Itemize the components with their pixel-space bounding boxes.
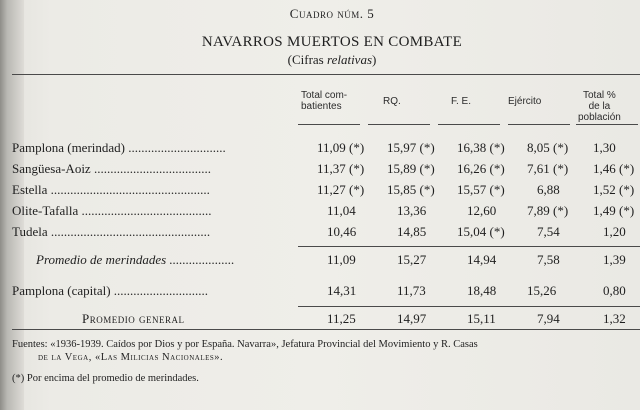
row-label: Olite-Tafalla ........................................: [12, 203, 212, 218]
table-row: [12, 181, 640, 199]
table-number: Cuadro núm. 5: [289, 6, 375, 21]
cell: 7,61 (*): [527, 161, 569, 176]
cell: 11,73: [397, 283, 426, 298]
col-underline: [576, 124, 638, 125]
cell: 15,85 (*): [387, 182, 435, 197]
cell: 7,58: [537, 252, 560, 267]
cell: 7,54: [537, 224, 560, 239]
col-header-line: población: [578, 112, 621, 123]
cell: 15,57 (*): [457, 182, 505, 197]
cell: 14,85: [397, 224, 427, 239]
cell: 11,37 (*): [317, 161, 365, 176]
row-label: Tudela .................................................: [12, 224, 211, 239]
row-label: Estella .................................................: [12, 182, 210, 197]
col-underline: [508, 124, 570, 125]
cell: 1,20: [603, 224, 626, 239]
col-header-total-combatientes: [301, 90, 347, 112]
row-label: Sangüesa-Aoiz ....................................: [12, 161, 211, 176]
table-row-capital: [12, 282, 640, 300]
cell: 15,04 (*): [457, 224, 505, 239]
cell: 18,48: [467, 283, 497, 298]
cell: 15,27: [397, 252, 427, 267]
table-row: [12, 223, 640, 241]
cell: 11,04: [327, 203, 356, 218]
cell: 11,27 (*): [317, 182, 365, 197]
cell: 1,32: [603, 311, 626, 326]
footnote-asterisk: (*) Por encima del promedio de merindades.: [12, 373, 199, 384]
cell: 15,26: [527, 283, 557, 298]
cell: 7,94: [537, 311, 560, 326]
col-header-total-poblacion: [578, 90, 621, 123]
col-header-line: Total %: [583, 90, 616, 101]
table-row-promedio-merindades: [12, 251, 640, 269]
cell: 1,52 (*): [593, 182, 635, 197]
table-row: [12, 160, 640, 178]
row-label: Pamplona (capital) .............................: [12, 283, 209, 298]
table-row: [12, 202, 640, 220]
cell: 7,89 (*): [527, 203, 569, 218]
cell: 11,09 (*): [317, 140, 365, 155]
rows-separator: [298, 306, 640, 307]
cell: 0,80: [603, 283, 626, 298]
cell: 14,31: [327, 283, 357, 298]
footnote-line: Fuentes: «1936-1939. Caídos por Dios y por España. Navarra», Jefatura Provincial del Movimiento y R. Casas: [12, 339, 478, 350]
cell: 1,46 (*): [593, 161, 635, 176]
rows-separator: [298, 246, 640, 247]
cell: 12,60: [467, 203, 497, 218]
col-header-line: de la: [588, 101, 611, 112]
cell: 13,36: [397, 203, 427, 218]
footnote-sources: [12, 338, 634, 364]
table-subtitle: [24, 52, 640, 68]
col-underline: [298, 124, 360, 125]
cell: 15,11: [467, 311, 496, 326]
cell: 11,25: [327, 311, 356, 326]
cell: 1,49 (*): [593, 203, 635, 218]
col-header-rq: RQ.: [383, 96, 401, 107]
footnote-line: de la Vega, «Las Milicias Nacionales».: [38, 352, 224, 363]
subtitle-prefix: (Cifras: [287, 52, 327, 67]
subtitle-italic: relativas: [327, 52, 373, 67]
col-underline: [438, 124, 500, 125]
cell: 1,39: [603, 252, 626, 267]
cell: 14,94: [467, 252, 497, 267]
cell: 15,89 (*): [387, 161, 435, 176]
cell: 15,97 (*): [387, 140, 435, 155]
subtitle-suffix: ): [372, 52, 377, 67]
col-underline: [368, 124, 430, 125]
col-header-fe: F. E.: [451, 96, 472, 107]
top-rule: [12, 74, 640, 75]
row-label: Promedio general: [82, 311, 185, 326]
bottom-rule: [12, 329, 640, 330]
col-header-line: Total com-: [301, 90, 348, 101]
col-header-ejercito: Ejército: [508, 96, 542, 107]
cell: 16,26 (*): [457, 161, 505, 176]
col-header-line: batientes: [301, 101, 342, 112]
cell: 16,38 (*): [457, 140, 505, 155]
cell: 10,46: [327, 224, 357, 239]
table-row-promedio-general: [12, 310, 640, 328]
row-label: Pamplona (merindad) ..............................: [12, 140, 226, 155]
table-title: NAVARROS MUERTOS EN COMBATE: [201, 34, 463, 50]
cell: 14,97: [397, 311, 427, 326]
cell: 1,30: [593, 140, 616, 155]
table-row: [12, 139, 640, 157]
cell: 11,09: [327, 252, 356, 267]
row-label: Promedio de merindades ....................: [36, 252, 235, 267]
cell: 6,88: [537, 182, 560, 197]
cell: 8,05 (*): [527, 140, 569, 155]
